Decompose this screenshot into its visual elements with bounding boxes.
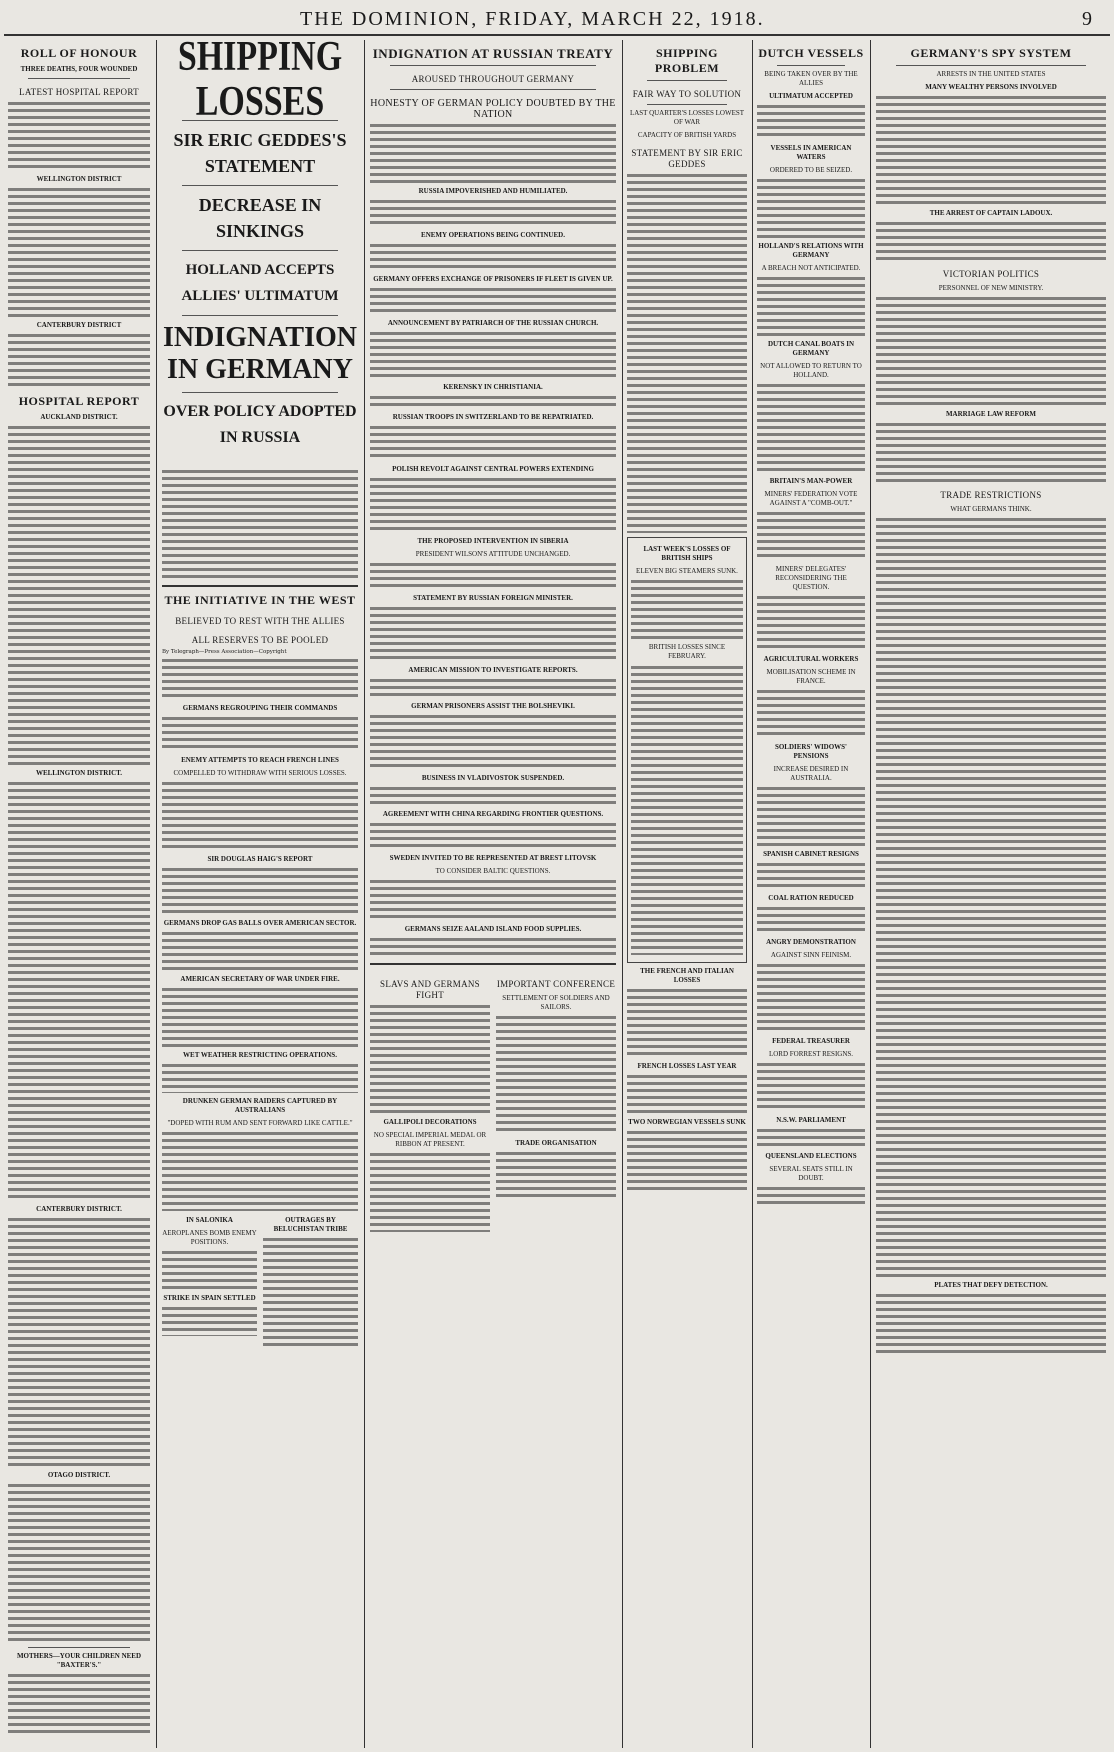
article bbox=[370, 971, 490, 1233]
divider bbox=[390, 65, 596, 66]
subheading: TO CONSIDER BALTIC QUESTIONS. bbox=[435, 867, 551, 875]
subheading: COAL RATION REDUCED bbox=[768, 894, 854, 902]
article-text bbox=[8, 101, 150, 171]
subheading: WET WEATHER RESTRICTING OPERATIONS. bbox=[183, 1051, 337, 1059]
article-text bbox=[757, 862, 865, 890]
divider bbox=[647, 80, 727, 81]
subheading: IMPORTANT CONFERENCE bbox=[496, 979, 616, 989]
subheading: TWO NORWEGIAN VESSELS SUNK bbox=[628, 1118, 746, 1126]
subheading: SWEDEN INVITED TO BE REPRESENTED AT BREST LITOVSK bbox=[389, 854, 597, 862]
subheading: THE FRENCH AND ITALIAN LOSSES bbox=[640, 967, 734, 984]
subheading: WHAT GERMANS THINK. bbox=[950, 505, 1032, 513]
subheading: OTAGO DISTRICT. bbox=[47, 1471, 111, 1479]
column-dutch-vessels bbox=[757, 40, 865, 1748]
subheading: MANY WEALTHY PERSONS INVOLVED bbox=[925, 83, 1057, 91]
article-text bbox=[162, 658, 358, 700]
headline: GERMANY'S SPY SYSTEM bbox=[910, 46, 1072, 60]
subheading: NO SPECIAL IMPERIAL MEDAL OR RIBBON AT PRESENT. bbox=[373, 1131, 487, 1148]
column-rule bbox=[364, 40, 365, 1748]
subheading: "DOPED WITH RUM AND SENT FORWARD LIKE CATTLE." bbox=[167, 1119, 353, 1127]
article-text bbox=[757, 1186, 865, 1206]
article-text bbox=[757, 178, 865, 238]
article-text bbox=[370, 786, 616, 806]
divider bbox=[162, 585, 358, 587]
subheading: FEDERAL TREASURER bbox=[772, 1037, 850, 1045]
subheading: LORD FORREST RESIGNS. bbox=[768, 1050, 854, 1058]
column-russian-treaty bbox=[370, 40, 616, 1748]
subheading: ORDERED TO BE SEIZED. bbox=[769, 166, 853, 174]
article-text bbox=[162, 1306, 257, 1336]
subheading: WELLINGTON DISTRICT. bbox=[35, 769, 123, 777]
article-text bbox=[370, 331, 616, 379]
table-title: BRITISH LOSSES SINCE FEBRUARY. bbox=[648, 643, 726, 660]
headline: SIR ERIC GEDDES'S STATEMENT bbox=[173, 130, 347, 176]
article-text bbox=[370, 1004, 490, 1114]
subheading: AGREEMENT WITH CHINA REGARDING FRONTIER QUESTIONS. bbox=[382, 810, 604, 818]
article-text bbox=[370, 477, 616, 533]
shipping-losses-box bbox=[627, 537, 747, 963]
subheading: SETTLEMENT OF SOLDIERS AND SAILORS. bbox=[502, 994, 610, 1011]
article-text bbox=[162, 716, 358, 752]
column-rule bbox=[752, 40, 753, 1748]
article-text bbox=[757, 511, 865, 561]
losses-table bbox=[631, 665, 743, 955]
article-text bbox=[162, 931, 358, 971]
divider bbox=[182, 185, 338, 186]
subheading: CAPACITY OF BRITISH YARDS bbox=[637, 131, 737, 139]
subheading: HONESTY OF GERMAN POLICY DOUBTED BY THE NATION bbox=[370, 98, 616, 120]
subheading: SLAVS AND GERMANS FIGHT bbox=[380, 979, 480, 1000]
subheading: AMERICAN MISSION TO INVESTIGATE REPORTS. bbox=[408, 666, 578, 674]
divider bbox=[370, 963, 616, 965]
subheading: BEING TAKEN OVER BY THE ALLIES bbox=[764, 70, 858, 87]
column-shipping-problem bbox=[627, 40, 747, 1748]
heading: HOSPITAL REPORT bbox=[18, 394, 140, 408]
article-text bbox=[162, 1131, 358, 1211]
article-text bbox=[370, 937, 616, 957]
subheading: ANGRY DEMONSTRATION bbox=[766, 938, 856, 946]
subheading: VESSELS IN AMERICAN WATERS bbox=[770, 144, 852, 161]
page-number: 9 bbox=[1082, 8, 1092, 30]
subheading: THREE DEATHS, FOUR WOUNDED bbox=[20, 65, 138, 73]
subheading: MARRIAGE LAW REFORM bbox=[945, 410, 1037, 418]
article-text bbox=[8, 1217, 150, 1467]
subheading: GERMANS DROP GAS BALLS OVER AMERICAN SECTOR. bbox=[163, 919, 357, 927]
masthead bbox=[0, 4, 1114, 34]
article-text bbox=[162, 1250, 257, 1290]
divider bbox=[182, 392, 338, 393]
subheading: ANNOUNCEMENT BY PATRIARCH OF THE RUSSIAN CHURCH. bbox=[387, 319, 599, 327]
bottom-articles bbox=[370, 971, 616, 1233]
subheading: AMERICAN SECRETARY OF WAR UNDER FIRE. bbox=[180, 975, 340, 983]
subheading: LAST QUARTER'S LOSSES LOWEST OF WAR bbox=[629, 109, 745, 126]
subheading: LAST WEEK'S LOSSES OF BRITISH SHIPS bbox=[643, 545, 731, 562]
article-text bbox=[757, 104, 865, 140]
subheading: RUSSIAN TROOPS IN SWITZERLAND TO BE REPATRIATED. bbox=[392, 413, 594, 421]
subheading: PLATES THAT DEFY DETECTION. bbox=[934, 1281, 1048, 1289]
subheading: AUCKLAND DISTRICT. bbox=[40, 413, 118, 421]
article-text bbox=[370, 822, 616, 850]
article-text bbox=[876, 296, 1106, 406]
article-text bbox=[757, 1062, 865, 1112]
column-roll-of-honour bbox=[8, 40, 150, 1748]
divider bbox=[647, 104, 727, 105]
article-text bbox=[370, 123, 616, 183]
column-shipping-losses bbox=[162, 40, 358, 1748]
subheading: THE PROPOSED INTERVENTION IN SIBERIA bbox=[417, 537, 569, 545]
article-text bbox=[757, 595, 865, 651]
headline: INDIGNATION AT RUSSIAN TREATY bbox=[372, 46, 614, 61]
article-text bbox=[370, 199, 616, 227]
subheading: MINERS' DELEGATES' RECONSIDERING THE QUESTION. bbox=[775, 565, 847, 591]
article bbox=[496, 971, 616, 1233]
article-text bbox=[263, 1237, 358, 1347]
article-text bbox=[757, 276, 865, 336]
headline: DUTCH VESSELS bbox=[758, 46, 864, 60]
article-text bbox=[370, 1152, 490, 1232]
article-text bbox=[627, 1074, 747, 1114]
divider bbox=[896, 65, 1086, 66]
subheading: MOBILISATION SCHEME IN FRANCE. bbox=[766, 668, 856, 685]
article-text bbox=[757, 1128, 865, 1148]
article-text bbox=[370, 879, 616, 921]
subheading: POLISH REVOLT AGAINST CENTRAL POWERS EXTENDING bbox=[392, 465, 594, 473]
column-rule bbox=[622, 40, 623, 1748]
masthead-title: THE DOMINION, FRIDAY, MARCH 22, 1918. bbox=[300, 8, 765, 30]
subheading: HOLLAND'S RELATIONS WITH GERMANY bbox=[758, 242, 864, 259]
divider bbox=[28, 1647, 130, 1648]
subheading: SEVERAL SEATS STILL IN DOUBT. bbox=[769, 1165, 853, 1182]
subheading: TRADE RESTRICTIONS bbox=[940, 490, 1042, 500]
divider bbox=[182, 250, 338, 251]
subheading: STATEMENT BY RUSSIAN FOREIGN MINISTER. bbox=[413, 594, 573, 602]
article-text bbox=[162, 781, 358, 851]
subheading: STRIKE IN SPAIN SETTLED bbox=[163, 1294, 256, 1302]
subheading: BRITAIN'S MAN-POWER bbox=[769, 477, 853, 485]
article-text bbox=[162, 867, 358, 915]
subheading: A BREACH NOT ANTICIPATED. bbox=[761, 264, 861, 272]
subheading: VICTORIAN POLITICS bbox=[942, 269, 1040, 279]
subheading: FAIR WAY TO SOLUTION bbox=[632, 89, 742, 99]
subheading: ULTIMATUM ACCEPTED bbox=[769, 92, 853, 100]
subheading: AGRICULTURAL WORKERS bbox=[763, 655, 859, 663]
subheading: COMPELLED TO WITHDRAW WITH SERIOUS LOSSES. bbox=[173, 769, 347, 777]
article-text bbox=[370, 243, 616, 271]
subheading: RUSSIA IMPOVERISHED AND HUMILIATED. bbox=[418, 187, 568, 195]
headline: THE INITIATIVE IN THE WEST bbox=[164, 593, 356, 607]
article-text bbox=[876, 221, 1106, 261]
article-text bbox=[496, 1151, 616, 1201]
headline: INDIGNATION IN GERMANY bbox=[163, 322, 357, 385]
subheading: MINERS' FEDERATION VOTE AGAINST A "COMB-OUT." bbox=[764, 490, 858, 507]
subheading: AEROPLANES BOMB ENEMY POSITIONS. bbox=[162, 1229, 257, 1246]
subheading: GALLIPOLI DECORATIONS bbox=[383, 1118, 477, 1126]
divider bbox=[182, 315, 338, 316]
article-text bbox=[370, 425, 616, 461]
subheading: ELEVEN BIG STEAMERS SUNK. bbox=[636, 567, 738, 575]
column-spy-system bbox=[876, 40, 1106, 1748]
subheading: LATEST HOSPITAL REPORT bbox=[19, 87, 139, 97]
article-text bbox=[370, 606, 616, 662]
subheading: ENEMY ATTEMPTS TO REACH FRENCH LINES bbox=[181, 756, 339, 764]
subheading: SOLDIERS' WIDOWS' PENSIONS bbox=[774, 743, 848, 760]
subheading: PRESIDENT WILSON'S ATTITUDE UNCHANGED. bbox=[415, 550, 571, 558]
divider bbox=[777, 65, 845, 66]
article-text bbox=[162, 469, 358, 579]
subheading: SPANISH CABINET RESIGNS bbox=[763, 850, 859, 858]
subheading: GERMANY OFFERS EXCHANGE OF PRISONERS IF FLEET IS GIVEN UP. bbox=[373, 275, 613, 283]
subheading: CANTERBURY DISTRICT. bbox=[36, 1205, 122, 1213]
subheading: WELLINGTON DISTRICT bbox=[36, 175, 122, 183]
article bbox=[263, 1212, 358, 1348]
subheading: QUEENSLAND ELECTIONS bbox=[765, 1152, 857, 1160]
subheading: STATEMENT BY SIR ERIC GEDDES bbox=[631, 148, 743, 169]
subheading: INCREASE DESIRED IN AUSTRALIA. bbox=[773, 765, 849, 782]
article-text bbox=[370, 678, 616, 698]
article-text bbox=[162, 987, 358, 1047]
subheading: BUSINESS IN VLADIVOSTOK SUSPENDED. bbox=[421, 774, 565, 782]
article-text bbox=[8, 333, 150, 388]
subheading: CANTERBURY DISTRICT bbox=[36, 321, 122, 329]
subheading: ARRESTS IN THE UNITED STATES bbox=[936, 70, 1046, 78]
article-text bbox=[757, 383, 865, 473]
subheading: DRUNKEN GERMAN RAIDERS CAPTURED BY AUSTRALIANS bbox=[182, 1097, 338, 1114]
article-text bbox=[370, 287, 616, 315]
headline: HOLLAND ACCEPTS ALLIES' ULTIMATUM bbox=[181, 262, 339, 304]
article-text bbox=[8, 187, 150, 317]
advert-heading: MOTHERS—YOUR CHILDREN NEED "BAXTER'S." bbox=[16, 1652, 142, 1669]
column-rule bbox=[870, 40, 871, 1748]
article-text bbox=[496, 1015, 616, 1135]
article-text bbox=[370, 714, 616, 770]
article-text bbox=[627, 173, 747, 533]
article-text bbox=[757, 689, 865, 739]
subheading: AROUSED THROUGHOUT GERMANY bbox=[411, 74, 575, 84]
article-text bbox=[876, 95, 1106, 205]
article-text bbox=[757, 906, 865, 934]
subheading: IN SALONIKA bbox=[186, 1216, 233, 1224]
headline: SHIPPING PROBLEM bbox=[654, 46, 720, 75]
column-rule bbox=[156, 40, 157, 1748]
article-text bbox=[627, 1130, 747, 1190]
masthead-rule bbox=[4, 34, 1110, 36]
subheading: OUTRAGES BY BELUCHISTAN TRIBE bbox=[273, 1216, 348, 1233]
subheading: DUTCH CANAL BOATS IN GERMANY bbox=[767, 340, 855, 357]
subheading: GERMANS REGROUPING THEIR COMMANDS bbox=[182, 704, 338, 712]
article-text bbox=[370, 562, 616, 590]
subheading: AGAINST SINN FEINISM. bbox=[770, 951, 852, 959]
article-text bbox=[876, 422, 1106, 482]
byline: By Telegraph—Press Association—Copyright bbox=[162, 649, 287, 655]
subheading: ENEMY OPERATIONS BEING CONTINUED. bbox=[421, 231, 565, 239]
headline: SHIPPING LOSSES bbox=[177, 40, 343, 125]
article-text bbox=[8, 425, 150, 765]
subheading: ALL RESERVES TO BE POOLED bbox=[191, 635, 329, 645]
article-text bbox=[8, 1483, 150, 1643]
divider bbox=[28, 78, 130, 79]
advert-text bbox=[8, 1673, 150, 1733]
subheading: GERMANS SEIZE AALAND ISLAND FOOD SUPPLIES. bbox=[404, 925, 582, 933]
subheading: PERSONNEL OF NEW MINISTRY. bbox=[938, 284, 1044, 292]
article-text bbox=[631, 579, 743, 639]
subheading: SIR DOUGLAS HAIG'S REPORT bbox=[207, 855, 313, 863]
article-text bbox=[162, 1063, 358, 1093]
heading: ROLL OF HONOUR bbox=[20, 46, 138, 60]
subheading: THE ARREST OF CAPTAIN LADOUX. bbox=[929, 209, 1053, 217]
subheading: TRADE ORGANISATION bbox=[515, 1139, 597, 1147]
subheading: N.S.W. PARLIAMENT bbox=[776, 1116, 846, 1124]
headline: DECREASE IN SINKINGS bbox=[198, 195, 322, 241]
headline: OVER POLICY ADOPTED IN RUSSIA bbox=[163, 403, 357, 446]
article-text bbox=[370, 395, 616, 409]
article-text bbox=[8, 781, 150, 1201]
article-text bbox=[757, 963, 865, 1033]
subheading: BELIEVED TO REST WITH THE ALLIES bbox=[175, 616, 345, 626]
subheading: KERENSKY IN CHRISTIANIA. bbox=[443, 383, 543, 391]
article-text bbox=[876, 1293, 1106, 1353]
article-text bbox=[876, 517, 1106, 1277]
article bbox=[162, 1212, 257, 1348]
divider bbox=[390, 89, 596, 90]
subheading: GERMAN PRISONERS ASSIST THE BOLSHEVIKI. bbox=[411, 702, 575, 710]
bottom-articles bbox=[162, 1212, 358, 1348]
article-text bbox=[757, 786, 865, 846]
article-text bbox=[627, 988, 747, 1058]
subheading: FRENCH LOSSES LAST YEAR bbox=[637, 1062, 737, 1070]
subheading: NOT ALLOWED TO RETURN TO HOLLAND. bbox=[760, 362, 862, 379]
